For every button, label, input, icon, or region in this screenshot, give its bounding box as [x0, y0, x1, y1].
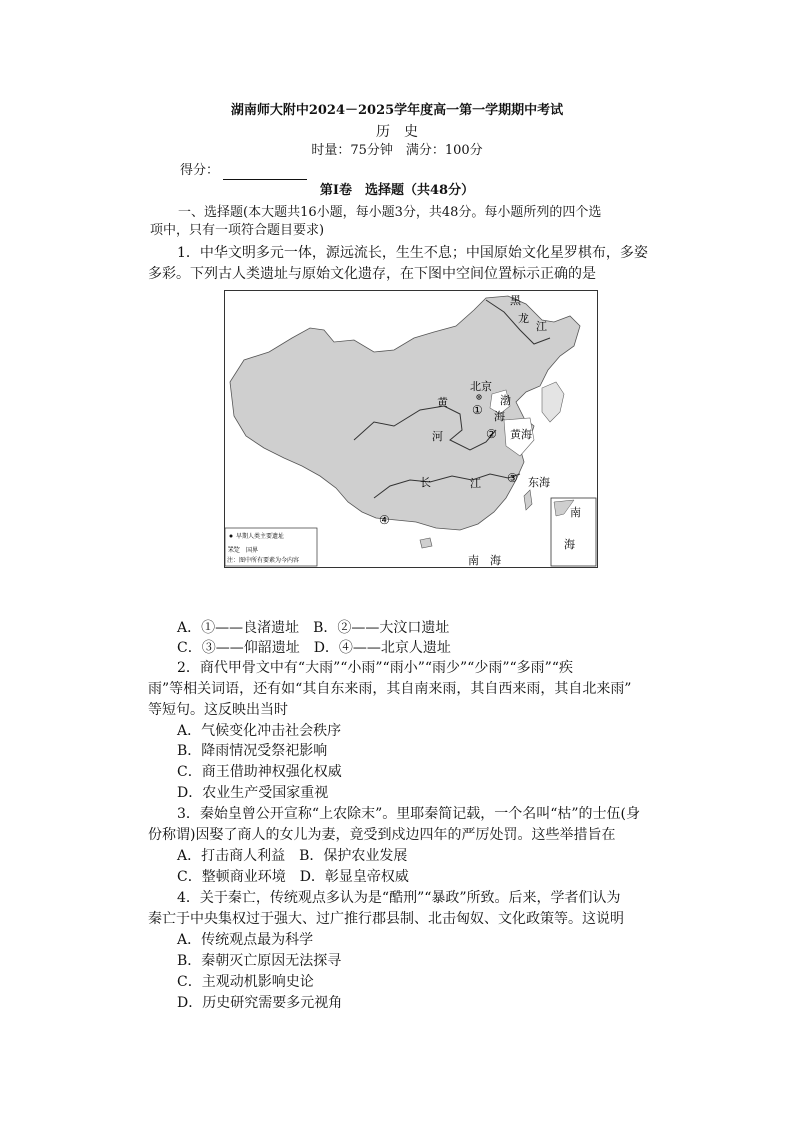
marker-1: ①: [472, 403, 483, 417]
q4-option-b: B．秦朝灭亡原因无法探寻: [177, 953, 342, 969]
q4-option-c: C．主观动机影响史论: [177, 974, 314, 990]
label-yellow-river-2: 河: [432, 430, 443, 443]
label-heilongjiang-1: 黑: [510, 294, 521, 307]
marker-2: ②: [486, 427, 497, 441]
label-bohai-2: 海: [494, 410, 505, 423]
instruction-line-2: 项中，只有一项符合题目要求): [150, 223, 325, 238]
marker-3: ③: [507, 471, 518, 485]
legend-border: 未定 国界: [228, 547, 259, 554]
label-heilongjiang-2: 龙: [518, 312, 529, 325]
q1-options-row-1: A．①——良渚遗址 B．②——大汶口遗址: [177, 620, 450, 636]
q3-options-row-1: A．打击商人利益 B．保护农业发展: [177, 848, 408, 864]
q2-option-c: C．商王借助神权强化权威: [177, 764, 342, 780]
china-map: [224, 290, 598, 568]
label-yangtze-2: 江: [470, 477, 481, 490]
q4-stem-line-1: 4．关于秦亡，传统观点多认为是“酷刑”“暴政”所致。后来，学者们认为: [177, 890, 621, 906]
exam-meta: 时量：75分钟 满分：100分: [311, 143, 483, 158]
label-yellow-sea: 黄海: [510, 428, 532, 441]
q2-stem-line-3: 等短句。这反映出当时: [148, 702, 288, 718]
label-inset-2: 海: [564, 538, 575, 551]
q3-stem-line-1: 3．秦始皇曾公开宣称“上农除末”。里耶秦简记载，一个名叫“枯”的士伍(身: [177, 806, 640, 822]
q1-stem-line-2: 多彩。下列古人类遗址与原始文化遗存，在下图中空间位置标示正确的是: [148, 266, 596, 282]
label-yangtze-1: 长: [420, 476, 431, 489]
marker-4: ④: [379, 513, 390, 527]
q1-stem-line-1: 1．中华文明多元一体，源远流长，生生不息；中国原始文化星罗棋布，多姿: [177, 245, 648, 261]
label-inset-1: 南: [570, 506, 581, 519]
legend-note: 注：图中所有要素为今内容: [227, 557, 300, 564]
q3-options-row-2: C．整顿商业环境 D．彰显皇帝权威: [177, 869, 409, 885]
subject-title: 历 史: [376, 124, 418, 140]
section-title: 第Ⅰ卷 选择题（共48分）: [319, 183, 475, 198]
q2-option-a: A．气候变化冲击社会秩序: [177, 723, 342, 739]
q4-option-d: D．历史研究需要多元视角: [177, 995, 343, 1011]
q2-stem-line-1: 2．商代甲骨文中有“大雨”“小雨”“雨小”“雨少”“少雨”“多雨”“疾: [177, 660, 573, 676]
q2-option-b: B．降雨情况受祭祀影响: [177, 743, 328, 759]
q1-options-row-2: C．③——仰韶遗址 D．④——北京人遗址: [177, 640, 451, 656]
label-heilongjiang-3: 江: [536, 320, 547, 333]
label-beijing: 北京: [470, 380, 492, 393]
score-field: [180, 162, 307, 180]
exam-title: 湖南师大附中2024－2025学年度高一第一学期期中考试: [230, 103, 564, 118]
label-yellow-river-1: 黄: [437, 396, 448, 409]
label-east-sea: 东海: [528, 476, 550, 489]
q4-option-a: A．传统观点最为科学: [177, 932, 314, 948]
q2-stem-line-2: 雨”等相关词语，还有如“其自东来雨，其自南来雨，其自西来雨，其自北来雨”: [148, 681, 632, 697]
q3-stem-line-2: 份称谓)因娶了商人的女儿为妻，竟受到戍边四年的严厉处罚。这些举措旨在: [148, 827, 616, 843]
legend-site: 早期人类主要遗址: [236, 533, 285, 540]
label-bohai-1: 渤: [500, 394, 511, 407]
score-blank: [223, 165, 307, 180]
q2-option-d: D．农业生产受国家重视: [177, 785, 329, 801]
hainan-island: [420, 538, 432, 548]
score-label: 得分：: [180, 163, 220, 178]
q4-stem-line-2: 秦亡于中央集权过于强大、过广推行郡县制、北击匈奴、文化政策等。这说明: [148, 911, 624, 927]
label-south-sea: 南 海: [468, 554, 501, 567]
instruction-line-1: 一、选择题(本大题共16小题，每小题3分，共48分。每小题所列的四个选: [178, 205, 602, 220]
